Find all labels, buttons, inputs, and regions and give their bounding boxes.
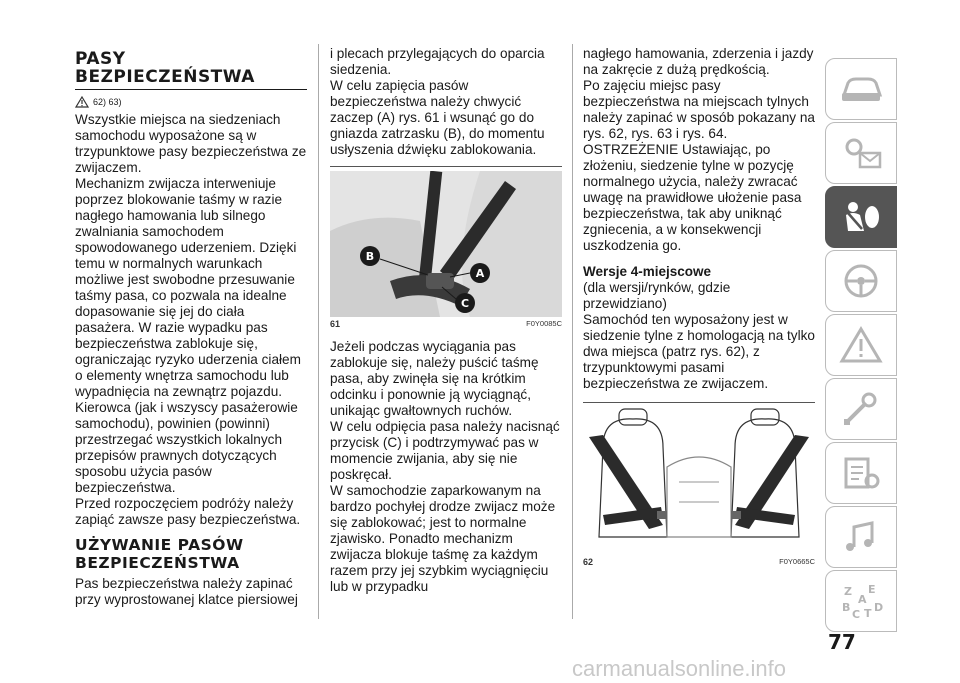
subheading-4-seater: Wersje 4-miejscowe bbox=[583, 264, 712, 279]
warning-triangle-icon bbox=[75, 96, 89, 108]
rear-seats-illustration bbox=[583, 407, 815, 555]
seatbelt-buckle-illustration bbox=[330, 171, 562, 317]
emergency-icon bbox=[838, 325, 884, 365]
paragraph: nagłego hamowania, zderzenia i jazdy na zakręcie z dużą prędkością. bbox=[583, 46, 814, 77]
tab-emergency[interactable] bbox=[825, 314, 897, 376]
figure-number: 61 bbox=[330, 319, 341, 329]
tab-multimedia[interactable] bbox=[825, 506, 897, 568]
svg-text:T: T bbox=[864, 607, 872, 620]
figure-62-caption bbox=[583, 557, 815, 567]
paragraph: Pas bezpieczeństwa należy zapinać przy wyprostowanej klatce piersiowej bbox=[75, 576, 298, 607]
figure-61-caption bbox=[330, 319, 562, 329]
column-2 bbox=[330, 46, 562, 595]
subsection-title-line2: BEZPIECZEŃSTWA bbox=[75, 554, 240, 572]
section-title-line2: BEZPIECZEŃSTWA bbox=[75, 68, 307, 90]
figure-code: F0Y0665C bbox=[779, 557, 815, 566]
label-b-callout bbox=[360, 246, 380, 266]
svg-text:A: A bbox=[475, 267, 485, 280]
svg-text:E: E bbox=[868, 583, 876, 596]
multimedia-icon bbox=[838, 517, 884, 557]
warning-reference bbox=[75, 96, 307, 108]
tab-dashboard[interactable] bbox=[825, 58, 897, 120]
paragraph: W celu zapięcia pasów bezpieczeństwa należy chwycić zaczep (A) rys. 61 i wsunąć go do gniazda zatrzasku (B), do momentu usłyszenia dźwięku zablokowania. bbox=[330, 78, 545, 157]
subsection-title bbox=[75, 536, 307, 572]
section-title bbox=[75, 50, 307, 90]
tab-maintenance[interactable] bbox=[825, 378, 897, 440]
svg-text:C: C bbox=[460, 297, 470, 310]
svg-text:C: C bbox=[852, 608, 861, 621]
paragraph: (dla wersji/rynków, gdzie przewidziano) bbox=[583, 280, 731, 311]
technical-data-icon bbox=[838, 453, 884, 493]
paragraph: Mechanizm zwijacza interweniuje poprzez blokowanie taśmy w razie nagłego hamowania lub silnego zwalniania samochodem spowodowanego uderzeniem. Dzięki temu w normalnych warunkach możliwe jest swobodne przesuwanie taśmy pasa, co pozwala na idealne dopasowanie się jej do ciała pasażera. W razie wypadku pas bezpieczeństwa zablokuje się, ograniczając ryzyko uderzenia ciałem o elementy wnętrza samochodu lub wypadnięcia na zewnątrz pojazdu. bbox=[75, 176, 301, 399]
column-1 bbox=[75, 44, 307, 608]
paragraph: Jeżeli podczas wyciągania pas zablokuje się, należy puścić taśmę pasa, aby zwinęła się na krótkim odcinku i ponownie ją wyciągnąć, unikając gwałtownych ruchów. bbox=[330, 339, 539, 418]
tab-safety[interactable] bbox=[825, 186, 897, 248]
page-number: 77 bbox=[828, 630, 856, 654]
tab-driving[interactable] bbox=[825, 250, 897, 312]
car-dashboard-icon bbox=[838, 69, 884, 109]
index-icon bbox=[838, 581, 884, 621]
figure-62-rear-seats bbox=[583, 407, 815, 555]
svg-text:Z: Z bbox=[844, 585, 852, 598]
figure-code: F0Y0085C bbox=[526, 319, 562, 328]
paragraph: W celu odpięcia pasa należy nacisnąć przycisk (C) i podtrzymywać pas w momencie zwijania, aby się nie poskręcał. bbox=[330, 419, 560, 482]
paragraph: OSTRZEŻENIE Ustawiając, po złożeniu, siedzenie tylne w pozycję normalnego użycia, należy zwracać uwagę na prawidłowe ułożenie pasa bezpieczeństwa, tak aby uniknąć zgniecenia, a w konsekwencji uszkodzenia go. bbox=[583, 142, 802, 253]
label-a-callout bbox=[470, 263, 490, 283]
paragraph: W samochodzie zaparkowanym na bardzo pochyłej drodze zwijacz może się zablokować; jest to normalne zjawisko. Ponadto mechanizm zwijacza blokuje taśmę za każdym razem przy jej szybkim wyciągnięciu lub w przypadku bbox=[330, 483, 556, 594]
warning-lights-icon bbox=[838, 133, 884, 173]
svg-text:A: A bbox=[858, 593, 867, 606]
column-divider bbox=[318, 44, 319, 619]
figure-61-seatbelt-buckle bbox=[330, 171, 562, 317]
chapter-tabs bbox=[825, 58, 898, 634]
svg-text:D: D bbox=[874, 601, 884, 614]
subsection-title-line1: UŻYWANIE PASÓW bbox=[75, 536, 244, 554]
watermark: carmanualsonline.info bbox=[572, 656, 787, 681]
section-title-line1: PASY bbox=[75, 49, 126, 69]
tab-warning-lights[interactable] bbox=[825, 122, 897, 184]
paragraph: Kierowca (jak i wszyscy pasażerowie samochodu), powinien (powinni) przestrzegać wszystkich lokalnych przepisów prawnych dotyczących sposobu użycia pasów bezpieczeństwa. bbox=[75, 400, 298, 495]
svg-text:B: B bbox=[842, 601, 851, 614]
figure-number: 62 bbox=[583, 557, 594, 567]
maintenance-icon bbox=[838, 389, 884, 429]
tab-index[interactable] bbox=[825, 570, 897, 632]
paragraph: Samochód ten wyposażony jest w siedzenie tylne z homologacją na tylko dwa miejsca (patrz rys. 62), z trzypunktowymi pasami bezpieczeństwa ze zwijaczem. bbox=[583, 312, 815, 391]
paragraph: Przed rozpoczęciem podróży należy zapiąć zawsze pasy bezpieczeństwa. bbox=[75, 496, 301, 527]
paragraph: i plecach przylegających do oparcia siedzenia. bbox=[330, 46, 545, 77]
paragraph: Wszystkie miejsca na siedzeniach samochodu wyposażone są w trzypunktowe pasy bezpieczeństwa ze zwijaczem. bbox=[75, 112, 307, 175]
label-c-callout bbox=[455, 293, 475, 313]
steering-wheel-icon bbox=[838, 261, 884, 301]
paragraph: Po zajęciu miejsc pasy bezpieczeństwa na miejscach tylnych należy zapinać w sposób pokazany na rys. 62, rys. 63 i rys. 64. bbox=[583, 78, 815, 141]
svg-text:B: B bbox=[365, 250, 375, 263]
warning-refs-text: 62) 63) bbox=[93, 97, 122, 107]
tab-technical-data[interactable] bbox=[825, 442, 897, 504]
column-3 bbox=[583, 46, 815, 567]
safety-airbag-icon bbox=[838, 197, 884, 237]
column-divider bbox=[572, 44, 573, 619]
